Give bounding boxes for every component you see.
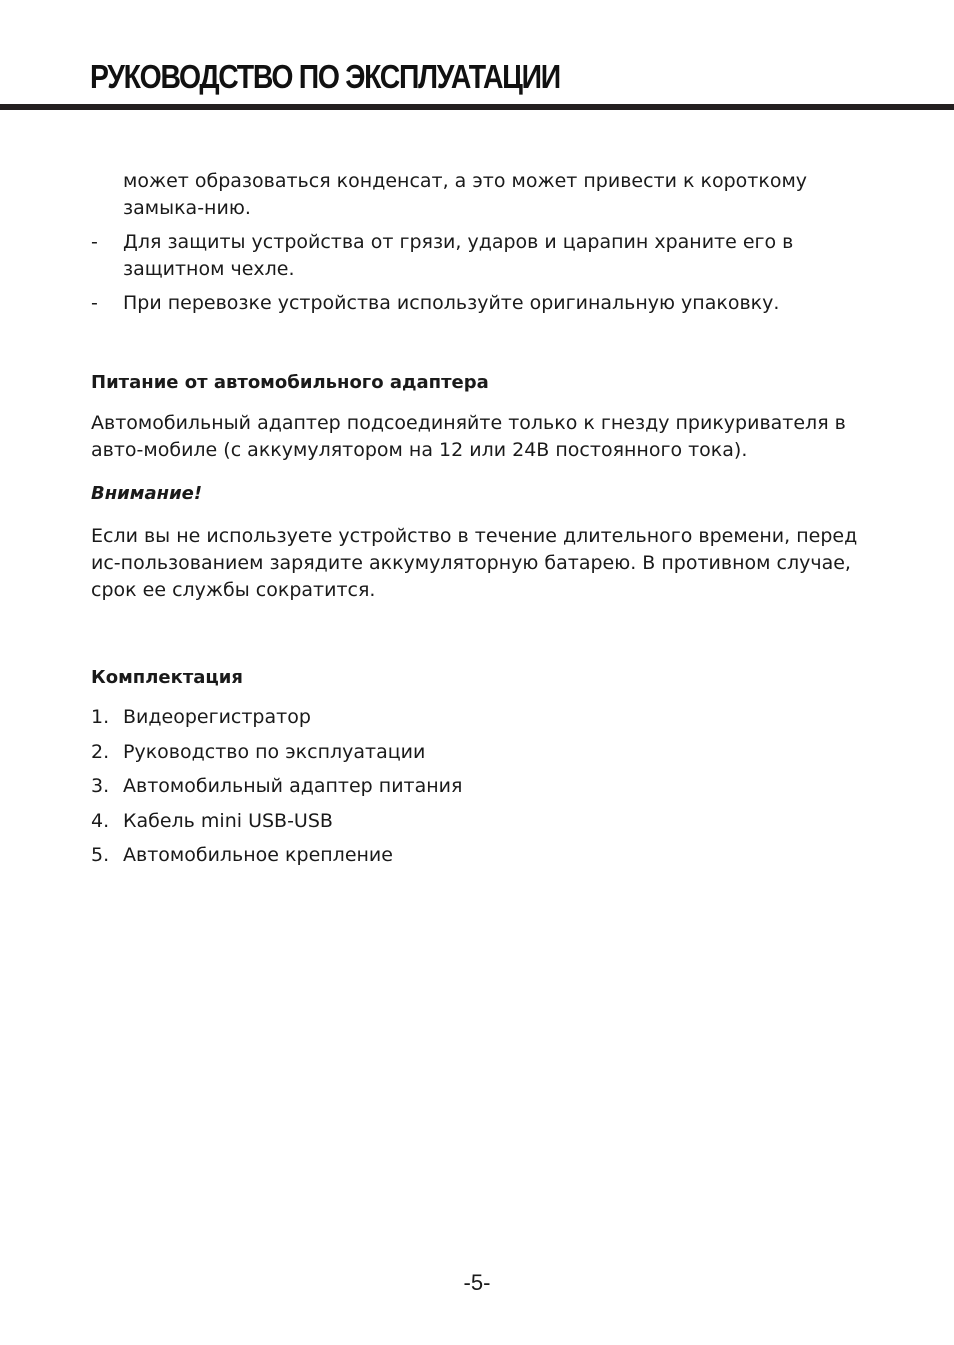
list-item (91, 229, 864, 283)
page-content (91, 168, 864, 877)
header-divider (0, 104, 954, 110)
item-text: Автомобильный адаптер питания (123, 775, 463, 797)
item-number: 4. (91, 809, 110, 832)
list-item (91, 739, 864, 766)
list-item (91, 808, 864, 835)
warning-label: Внимание! (91, 483, 203, 504)
item-number: 5. (91, 844, 110, 866)
item-number: 3. (91, 775, 110, 797)
list-item (91, 773, 864, 800)
bullet-text: Для защиты устройства от грязи, ударов и царапин храните его в защитном чехле. (123, 231, 794, 280)
storage-continuation: может образоваться конденсат, а это может привести к короткому замыка-нию. (123, 170, 808, 219)
item-text: Кабель mini USB-USB (123, 809, 333, 832)
item-text: Видеорегистратор (123, 706, 311, 728)
bullet-marker: - (91, 231, 98, 253)
item-text: Автомобильное крепление (123, 844, 393, 866)
item-number: 2. (91, 740, 110, 763)
page-number: -5- (463, 1270, 491, 1295)
power-heading: Питание от автомобильного адаптера (91, 372, 489, 393)
item-text: Руководство по эксплуатации (123, 740, 426, 763)
kit-heading: Комплектация (91, 667, 243, 688)
item-number: 1. (91, 706, 110, 728)
kit-list (91, 704, 864, 869)
storage-bullet-list (91, 229, 864, 317)
power-body: Автомобильный адаптер подсоединяйте только к гнезду прикуривателя в авто-мобиле (с аккумулятором на 12 или 24В постоянного тока). (91, 412, 846, 461)
bullet-text: При перевозке устройства используйте оригинальную упаковку. (123, 292, 780, 314)
list-item (91, 704, 864, 731)
warning-body: Если вы не используете устройство в течение длительного времени, перед ис-пользованием зарядите аккумуляторную батарею. В противном случае, срок ее службы сократится. (91, 525, 858, 601)
page-title: РУКОВОДСТВО ПО ЭКСПЛУАТАЦИИ (90, 58, 560, 95)
bullet-marker: - (91, 292, 98, 314)
list-item (91, 842, 864, 869)
list-item (91, 290, 864, 317)
